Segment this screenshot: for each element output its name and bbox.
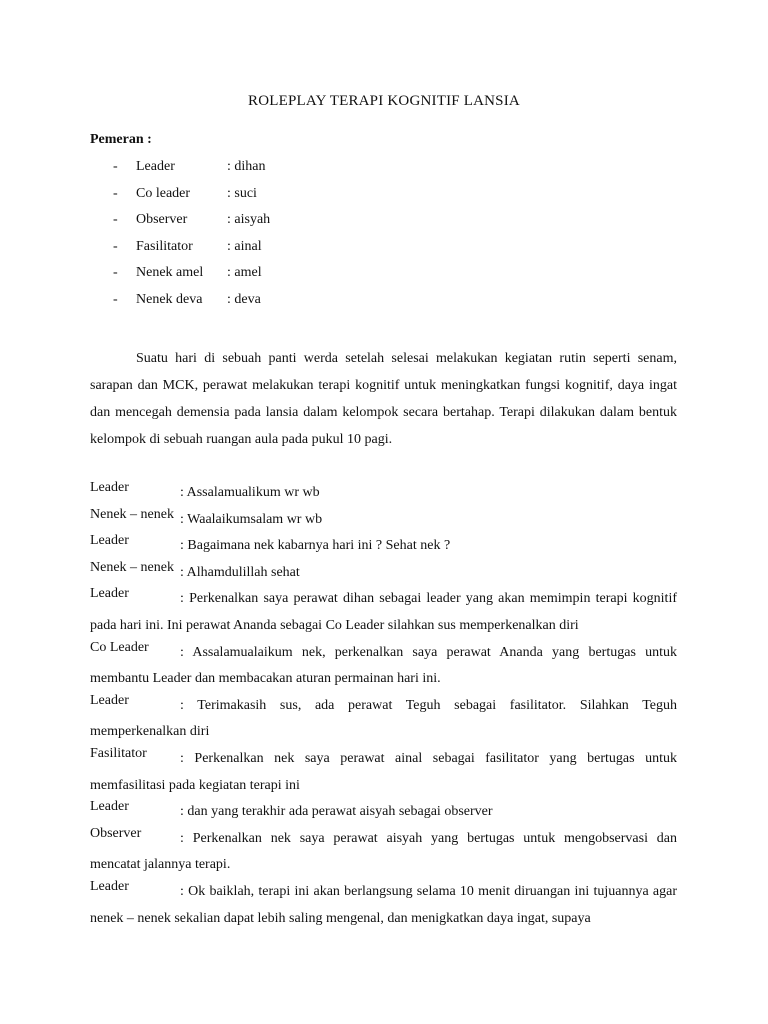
dialogue-line xyxy=(0,640,768,693)
cast-list xyxy=(0,159,768,319)
speaker-name: Observer xyxy=(90,825,142,841)
cast-role: Fasilitator xyxy=(136,238,193,254)
cast-name: : suci xyxy=(227,185,257,201)
dialogue-line xyxy=(0,560,768,587)
speaker-name: Fasilitator xyxy=(90,745,147,761)
cast-item xyxy=(0,239,768,266)
dialogue-text: : dan yang terakhir ada perawat aisyah sebagai observer xyxy=(180,804,493,820)
cast-name: : ainal xyxy=(227,238,262,254)
speaker-name: Leader xyxy=(90,799,129,815)
dialogue-line xyxy=(0,586,768,639)
document-title: ROLEPLAY TERAPI KOGNITIF LANSIA xyxy=(248,93,520,109)
speaker-name: Leader xyxy=(90,692,129,708)
dialogue-line xyxy=(0,533,768,560)
cast-name: : dihan xyxy=(227,159,266,174)
dialogue-text: : Alhamdulillah sehat xyxy=(180,564,300,580)
dialogue-text: : Perkenalkan nek saya perawat aisyah yang bertugas untuk mengobservasi dan mencatat jalannya terapi. xyxy=(90,830,677,873)
dialogue-line xyxy=(0,826,768,879)
cast-item xyxy=(0,292,768,319)
speaker-name: Co Leader xyxy=(90,639,149,655)
cast-name: : aisyah xyxy=(227,212,271,228)
dialogue-line xyxy=(0,480,768,507)
cast-role: Nenek amel xyxy=(136,265,204,281)
cast-name: : amel xyxy=(227,265,262,281)
list-dash: - xyxy=(113,185,118,201)
dialogue-text: : Terimakasih sus, ada perawat Teguh sebagai fasilitator. Silahkan Teguh memperkenalkan diri xyxy=(90,697,677,740)
cast-item xyxy=(0,212,768,239)
dialogue-text: : Assalamualikum wr wb xyxy=(180,485,320,500)
dialogue-line xyxy=(0,507,768,534)
dialogue-section xyxy=(0,480,768,932)
speaker-name: Leader xyxy=(90,480,129,495)
dialogue-line xyxy=(0,693,768,746)
list-dash: - xyxy=(113,212,118,228)
speaker-name: Leader xyxy=(90,878,129,894)
cast-role: Co leader xyxy=(136,185,191,201)
dialogue-line xyxy=(0,879,768,932)
dialogue-text: : Waalaikumsalam wr wb xyxy=(180,511,323,527)
cast-role: Leader xyxy=(136,159,175,174)
dialogue-text: : Assalamualaikum nek, perkenalkan saya perawat Ananda yang bertugas untuk membantu Leader dan membacakan aturan permainan hari ini. xyxy=(90,644,677,687)
list-dash: - xyxy=(113,159,118,174)
cast-name: : deva xyxy=(227,291,261,307)
list-dash: - xyxy=(113,238,118,254)
cast-item xyxy=(0,265,768,292)
cast-heading: Pemeran : xyxy=(90,132,152,147)
dialogue-text: : Perkenalkan nek saya perawat ainal sebagai fasilitator yang bertugas untuk memfasilitasi pada kegiatan terapi ini xyxy=(90,750,677,793)
cast-role: Nenek deva xyxy=(136,291,203,307)
speaker-name: Leader xyxy=(90,586,129,602)
speaker-name: Nenek – nenek xyxy=(90,506,174,522)
dialogue-text: : Bagaimana nek kabarnya hari ini ? Sehat nek ? xyxy=(180,538,451,554)
speaker-name: Nenek – nenek xyxy=(90,559,174,575)
dialogue-line xyxy=(0,799,768,826)
dialogue-text: : Perkenalkan saya perawat dihan sebagai leader yang akan memimpin terapi kognitif pada hari ini. Ini perawat Ananda sebagai Co Leader silahkan sus memperkenalkan diri xyxy=(90,591,677,633)
list-dash: - xyxy=(113,265,118,281)
speaker-name: Leader xyxy=(90,533,129,549)
cast-item xyxy=(0,186,768,213)
list-dash: - xyxy=(113,291,118,307)
intro-paragraph: Suatu hari di sebuah panti werda setelah selesai melakukan kegiatan rutin seperti senam, sarapan dan MCK, perawat melakukan terapi kognitif untuk meningkatkan fungsi kognitif, daya ingat dan mencegah demensia pada lansia dalam kelompok secara bertahap. Terapi dilakukan dalam bentuk kelompok di sebuah ruangan aula pada pukul 10 pagi. xyxy=(90,351,677,447)
cast-role: Observer xyxy=(136,212,188,228)
dialogue-line xyxy=(0,746,768,799)
dialogue-text: : Ok baiklah, terapi ini akan berlangsung selama 10 menit diruangan ini tujuannya agar nenek – nenek sekalian dapat lebih saling mengenal, dan menigkatkan daya ingat, supaya xyxy=(90,883,677,926)
cast-item xyxy=(0,159,768,186)
